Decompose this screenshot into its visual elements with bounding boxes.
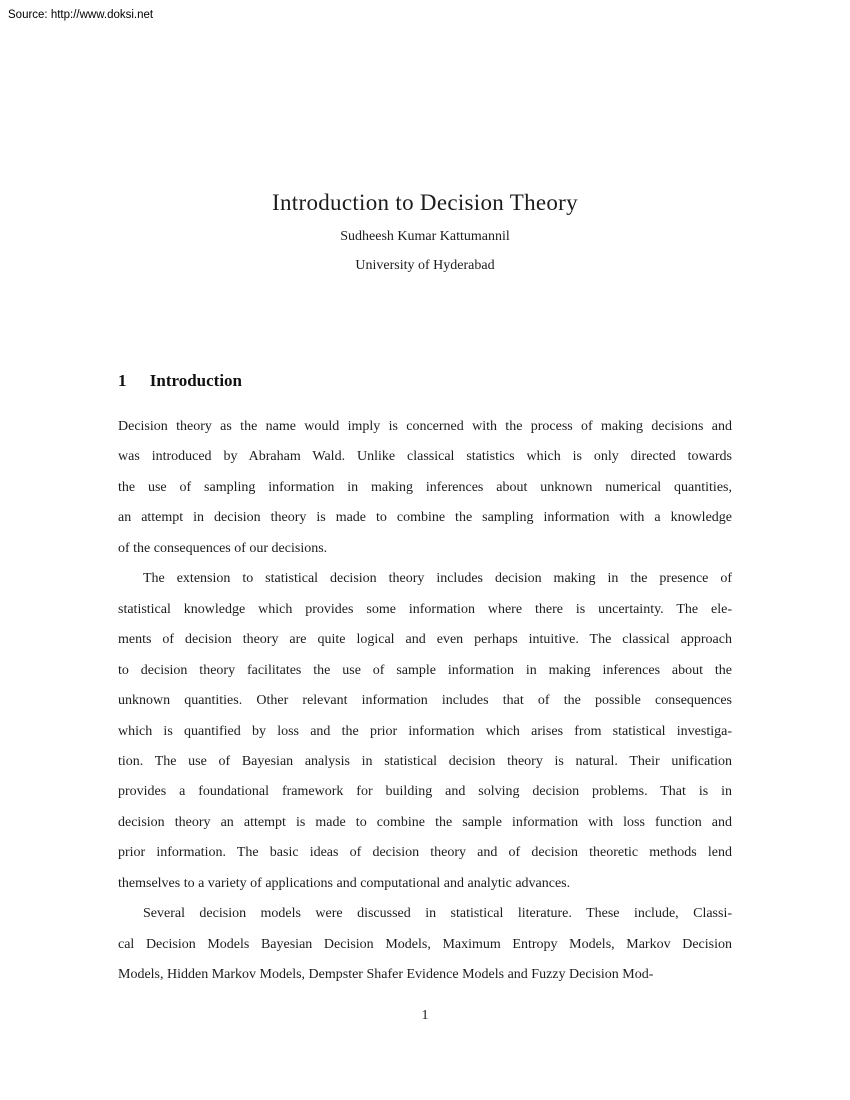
paragraph-line: provides a foundational framework for building and solving decision problems. That is in [118, 784, 732, 800]
paragraph-line: an attempt in decision theory is made to combine the sampling information with a knowledge [118, 510, 732, 526]
source-attribution: Source: http://www.doksi.net [8, 9, 154, 21]
paragraph-line: unknown quantities. Other relevant information includes that of the possible consequences [118, 693, 732, 709]
paragraph-line: statistical knowledge which provides some information where there is uncertainty. The ele- [118, 601, 732, 617]
author-name: Sudheesh Kumar Kattumannil [340, 229, 510, 244]
paragraph-line: to decision theory facilitates the use of sample information in making inferences about the [118, 662, 732, 678]
body-text [118, 412, 732, 991]
paragraph-line: was introduced by Abraham Wald. Unlike classical statistics which is only directed towards [118, 449, 732, 465]
page-title: Introduction to Decision Theory [272, 190, 578, 215]
paragraph-line: Decision theory as the name would imply is concerned with the process of making decisions and [118, 419, 732, 434]
section-number: 1 [118, 371, 127, 390]
author-affiliation: University of Hyderabad [355, 258, 495, 273]
title-block [0, 190, 850, 274]
paragraph-line: cal Decision Models Bayesian Decision Models, Maximum Entropy Models, Markov Decision [118, 936, 732, 952]
section-heading [118, 371, 242, 391]
paragraph-line: Models, Hidden Markov Models, Dempster Shafer Evidence Models and Fuzzy Decision Mod- [118, 967, 654, 983]
paragraph-line: Several decision models were discussed in statistical literature. These include, Classi- [143, 906, 732, 922]
paragraph-line: prior information. The basic ideas of decision theory and of decision theoretic methods lend [118, 845, 732, 861]
paragraph-line: tion. The use of Bayesian analysis in statistical decision theory is natural. Their unification [118, 753, 732, 769]
paragraph-line: ments of decision theory are quite logical and even perhaps intuitive. The classical approach [118, 632, 732, 648]
paragraph-line: the use of sampling information in making inferences about unknown numerical quantities, [118, 479, 732, 495]
paragraph-line: themselves to a variety of applications and computational and analytic advances. [118, 875, 571, 891]
paragraph-line: of the consequences of our decisions. [118, 540, 328, 556]
section-title: Introduction [149, 371, 243, 390]
paragraph-line: which is quantified by loss and the prior information which arises from statistical investiga- [118, 723, 732, 739]
paragraph-line: decision theory an attempt is made to combine the sample information with loss function and [118, 814, 732, 830]
paragraph-line: The extension to statistical decision theory includes decision making in the presence of [143, 571, 732, 587]
page-number: 1 [421, 1008, 429, 1023]
